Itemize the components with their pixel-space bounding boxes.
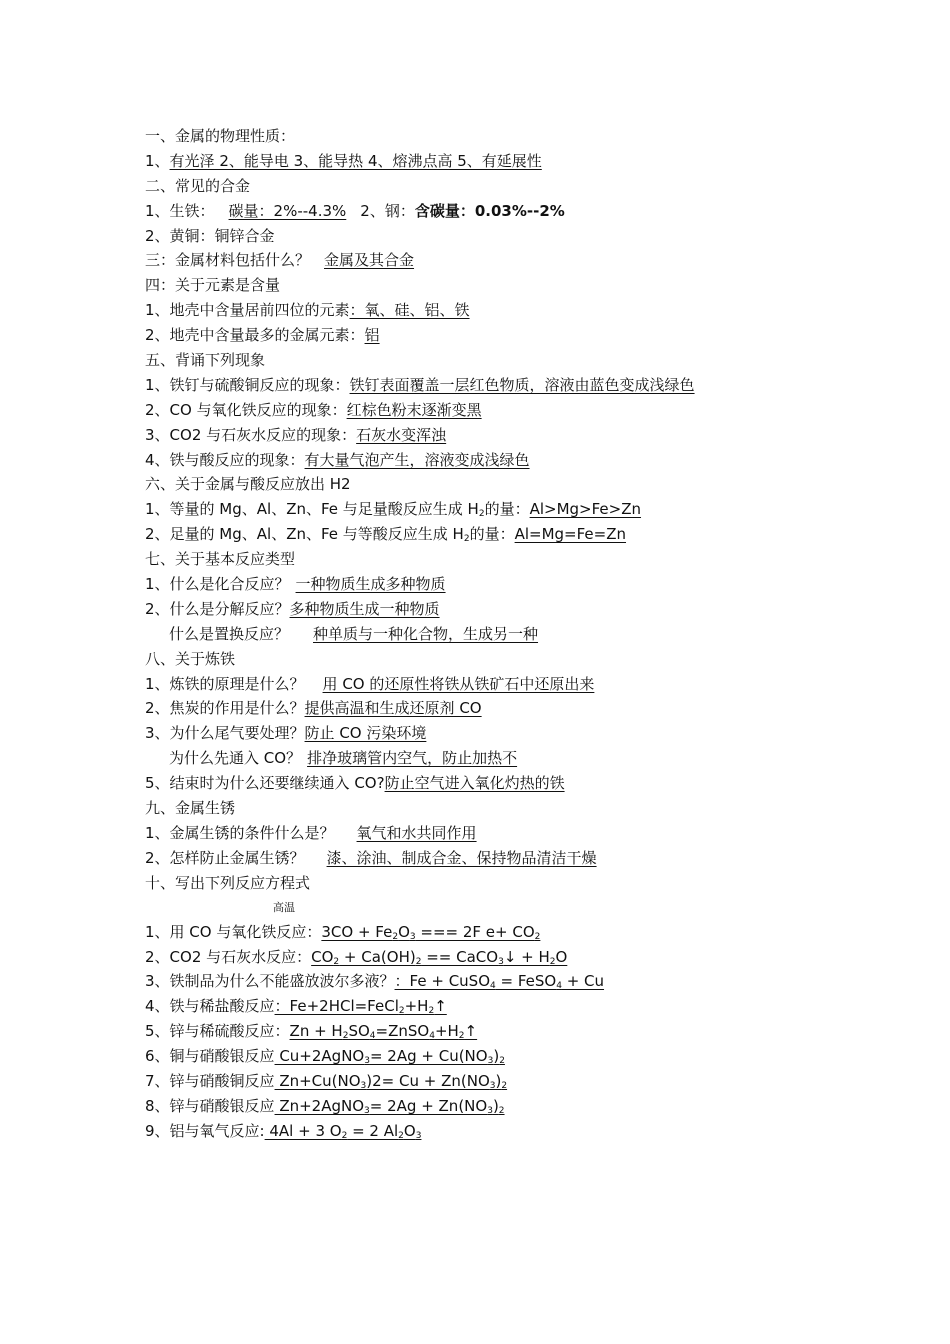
qa-line [145, 298, 845, 323]
qa-line [145, 572, 845, 597]
equation [321, 923, 540, 941]
answer: Al>Mg>Fe>Zn [529, 500, 642, 519]
question: 2、钢： [360, 201, 415, 220]
document-page [145, 124, 845, 1144]
equation-part: = 2Ag + Zn(NO [369, 1096, 488, 1115]
equation-line [145, 1019, 845, 1044]
equation [395, 972, 604, 990]
answer: 有大量气泡产生，溶液变成浅绿色 [304, 450, 530, 469]
equation-part: + Ca(OH) [339, 947, 416, 966]
subscript: 2 [498, 1105, 505, 1116]
qa-line [145, 373, 845, 398]
qa-line [145, 821, 845, 846]
answer: 石灰水变浑浊 [356, 425, 447, 444]
equation-part: ↑ [464, 1022, 478, 1041]
answer: 铝 [364, 326, 380, 345]
subscript: 2 [341, 1130, 348, 1141]
equation [275, 1097, 505, 1115]
subscript: 3 [364, 1056, 370, 1067]
subscript: 2 [534, 931, 541, 942]
qa-line [145, 672, 845, 697]
subscript: 2 [549, 956, 556, 967]
equation-part: O [555, 947, 568, 966]
question: 7、锌与硝酸铜反应 [145, 1071, 275, 1090]
qa-line [145, 696, 845, 721]
question: 1、用 CO 与氧化铁反应： [145, 922, 322, 941]
qa-line [145, 497, 845, 522]
qa-line [145, 522, 845, 547]
question: 1、地壳中含量居前四位的元素 [145, 301, 350, 320]
equation-line [145, 994, 845, 1019]
answer: 氧气和水共同作用 [356, 823, 477, 842]
subscript: 2 [392, 931, 399, 942]
question: 三：金属材料包括什么？ [145, 251, 311, 270]
section-title: 二、常见的合金 [145, 176, 251, 195]
subscript: 2 [342, 1031, 349, 1042]
section-title: 八、关于炼铁 [145, 649, 236, 668]
equation-line [145, 1069, 845, 1094]
equation-part: ) [492, 1096, 499, 1115]
answer: 碳量：2%--4.3% [228, 201, 347, 220]
answer: 金属及其合金 [324, 251, 415, 270]
question: 2、地壳中含量最多的金属元素： [145, 326, 365, 345]
equation-part: Zn + H [289, 1022, 343, 1041]
question: 1、铁钉与硫酸铜反应的现象： [145, 375, 350, 394]
question: 6、铜与硝酸银反应 [145, 1047, 275, 1066]
equation-part: + Cu [561, 972, 605, 991]
subscript: 3 [489, 1080, 496, 1091]
question: 1、金属生锈的条件什么是？ [145, 823, 335, 842]
question: 为什么先通入 CO？ [169, 749, 302, 768]
equation-part: 4Al + 3 O [264, 1121, 342, 1140]
qa-line [145, 398, 845, 423]
section-title: 七、关于基本反应类型 [145, 550, 296, 569]
answer: 一种物质生成多种物质 [295, 575, 446, 594]
subscript: 2 [463, 534, 470, 545]
equation-line [145, 1094, 845, 1119]
subscript: 2 [415, 956, 422, 967]
answer: 多种物质生成一种物质 [289, 599, 440, 618]
question: 9、铝与氧气反应: [145, 1121, 265, 1140]
qa-line [145, 846, 845, 871]
section-title: 一、金属的物理性质： [145, 127, 296, 145]
equation-part: Zn+Cu(NO [274, 1071, 361, 1090]
question: 什么是置换反应？ [169, 624, 290, 643]
subscript: 3 [360, 1080, 367, 1091]
equation [265, 1122, 422, 1140]
question: 3、CO2 与石灰水反应的现象： [145, 425, 357, 444]
subscript: 4 [490, 981, 496, 992]
equation-part: == CaCO [421, 947, 499, 966]
answer: 防止 CO 污染环境 [304, 724, 427, 743]
answer: 有光泽 2、能导电 3、能导热 4、熔沸点高 5、有延展性 [169, 151, 542, 170]
answer: 排净玻璃管内空气，防止加热不 [307, 749, 518, 768]
equation [290, 1022, 478, 1040]
qa-line [145, 746, 845, 771]
equation-line [145, 1119, 845, 1144]
question: 2、焦炭的作用是什么？ [145, 699, 305, 718]
subscript: 3 [498, 956, 504, 967]
answer: ：氧、硅、铝、铁 [349, 301, 470, 320]
question: 的量： [469, 525, 515, 544]
answer: 含碳量：0.03%--2% [414, 201, 565, 220]
reaction-condition-note: 高温 [273, 900, 295, 914]
question: 8、锌与硝酸银反应 [145, 1096, 275, 1115]
answer: 种单质与一种化合物，生成另一种 [313, 624, 539, 643]
qa-line [145, 448, 845, 473]
equation-part: O [403, 1121, 416, 1140]
answer: 铁钉表面覆盖一层红色物质，溶液由蓝色变成浅绿色 [349, 375, 695, 394]
subscript: 3 [415, 1130, 422, 1141]
section-title: 四：关于元素是含量 [145, 276, 281, 295]
subscript: 2 [501, 1080, 508, 1091]
equation-line [145, 1044, 845, 1069]
qa-line [145, 323, 845, 348]
qa-line [145, 597, 845, 622]
equation [275, 997, 447, 1015]
equation-line [145, 945, 845, 970]
equation-part: ) [493, 1047, 500, 1066]
subscript: 2 [398, 1130, 404, 1141]
equation [311, 948, 567, 966]
qa-line [145, 771, 845, 796]
equation-line [145, 969, 845, 994]
qa-line [145, 622, 845, 647]
equation-part: )2= Cu + Zn(NO [366, 1071, 490, 1090]
question: 1、什么是化合反应？ [145, 575, 290, 594]
question: 5、结束时为什么还要继续通入 CO? [145, 774, 385, 793]
equation-part: O [398, 922, 410, 941]
section-title: 五、背诵下列现象 [145, 351, 266, 370]
question: 的量： [484, 500, 530, 519]
equation-part: = 2 Al [347, 1121, 399, 1140]
equation-part: = 2Ag + Cu(NO [369, 1047, 488, 1066]
qa-line [145, 721, 845, 746]
equation-part: ↓ + H [503, 947, 550, 966]
subscript: 4 [556, 981, 562, 992]
subscript: 2 [333, 956, 340, 967]
equation-part: ：Fe+2HCl=FeCl [274, 997, 399, 1016]
question: 1、等量的 Mg、Al、Zn、Fe 与足量酸反应生成 H [145, 500, 479, 519]
subscript: 2 [458, 1031, 465, 1042]
equation-line [145, 920, 845, 945]
qa-line [145, 199, 845, 224]
equation [275, 1047, 505, 1065]
equation-part: =ZnSO [375, 1022, 430, 1041]
subscript: 4 [429, 1031, 435, 1042]
section-title: 十、写出下列反应方程式 [145, 873, 311, 892]
section-title: 九、金属生锈 [145, 799, 236, 818]
equation-part: === 2F e+ CO [415, 922, 535, 941]
question: 2、CO2 与石灰水反应： [145, 947, 312, 966]
question: 2、CO 与氧化铁反应的现象： [145, 400, 347, 419]
subscript: 3 [487, 1056, 494, 1067]
equation-part: SO [348, 1022, 370, 1041]
text-line: 2、黄铜：铜锌合金 [145, 226, 275, 245]
question: 1、炼铁的原理是什么？ [145, 674, 305, 693]
answer: 提供高温和生成还原剂 CO [304, 699, 482, 718]
subscript: 2 [428, 1006, 435, 1017]
equation-part: ) [495, 1071, 502, 1090]
equation-part: CO [311, 947, 334, 966]
question: 2、什么是分解反应？ [145, 599, 290, 618]
equation-part: Zn+2AgNO [274, 1096, 365, 1115]
subscript: 2 [398, 1006, 405, 1017]
question: 4、铁与稀盐酸反应 [145, 997, 275, 1016]
equation-part: +H [434, 1022, 459, 1041]
qa-line [145, 423, 845, 448]
section-title: 六、关于金属与酸反应放出 H2 [145, 475, 351, 494]
answer: 漆、涂油、制成合金、保持物品清洁干燥 [326, 848, 597, 867]
equation-part: ↑ [434, 997, 447, 1016]
equation [275, 1072, 508, 1090]
question: 1、生铁： [145, 201, 215, 220]
question: 5、锌与稀硫酸反应： [145, 1022, 290, 1041]
question: 2、怎样防止金属生锈？ [145, 848, 305, 867]
question: 2、足量的 Mg、Al、Zn、Fe 与等酸反应生成 H [145, 525, 464, 544]
subscript: 2 [499, 1056, 505, 1067]
question: 3、为什么尾气要处理？ [145, 724, 305, 743]
question: 3、铁制品为什么不能盛放波尔多液？ [145, 972, 395, 991]
question: 4、铁与酸反应的现象： [145, 450, 305, 469]
item-number: 1、 [145, 151, 170, 170]
equation-part: ：Fe + CuSO [394, 972, 490, 991]
subscript: 2 [478, 509, 485, 520]
qa-line [145, 248, 845, 273]
answer: 用 CO 的还原性将铁从铁矿石中还原出来 [322, 674, 595, 693]
subscript: 3 [487, 1105, 493, 1116]
answer: Al=Mg=Fe=Zn [514, 525, 627, 544]
equation-part: 3CO + Fe [321, 922, 393, 941]
qa-line [145, 149, 845, 174]
subscript: 3 [409, 931, 416, 942]
equation-part: +H [404, 997, 429, 1016]
subscript: 4 [369, 1031, 376, 1042]
equation-part: = FeSO [495, 972, 557, 991]
answer: 红棕色粉末逐渐变黑 [346, 400, 482, 419]
equation-part: Cu+2AgNO [274, 1047, 365, 1066]
subscript: 3 [364, 1105, 370, 1116]
answer: 防止空气进入氧化灼热的铁 [384, 774, 565, 793]
